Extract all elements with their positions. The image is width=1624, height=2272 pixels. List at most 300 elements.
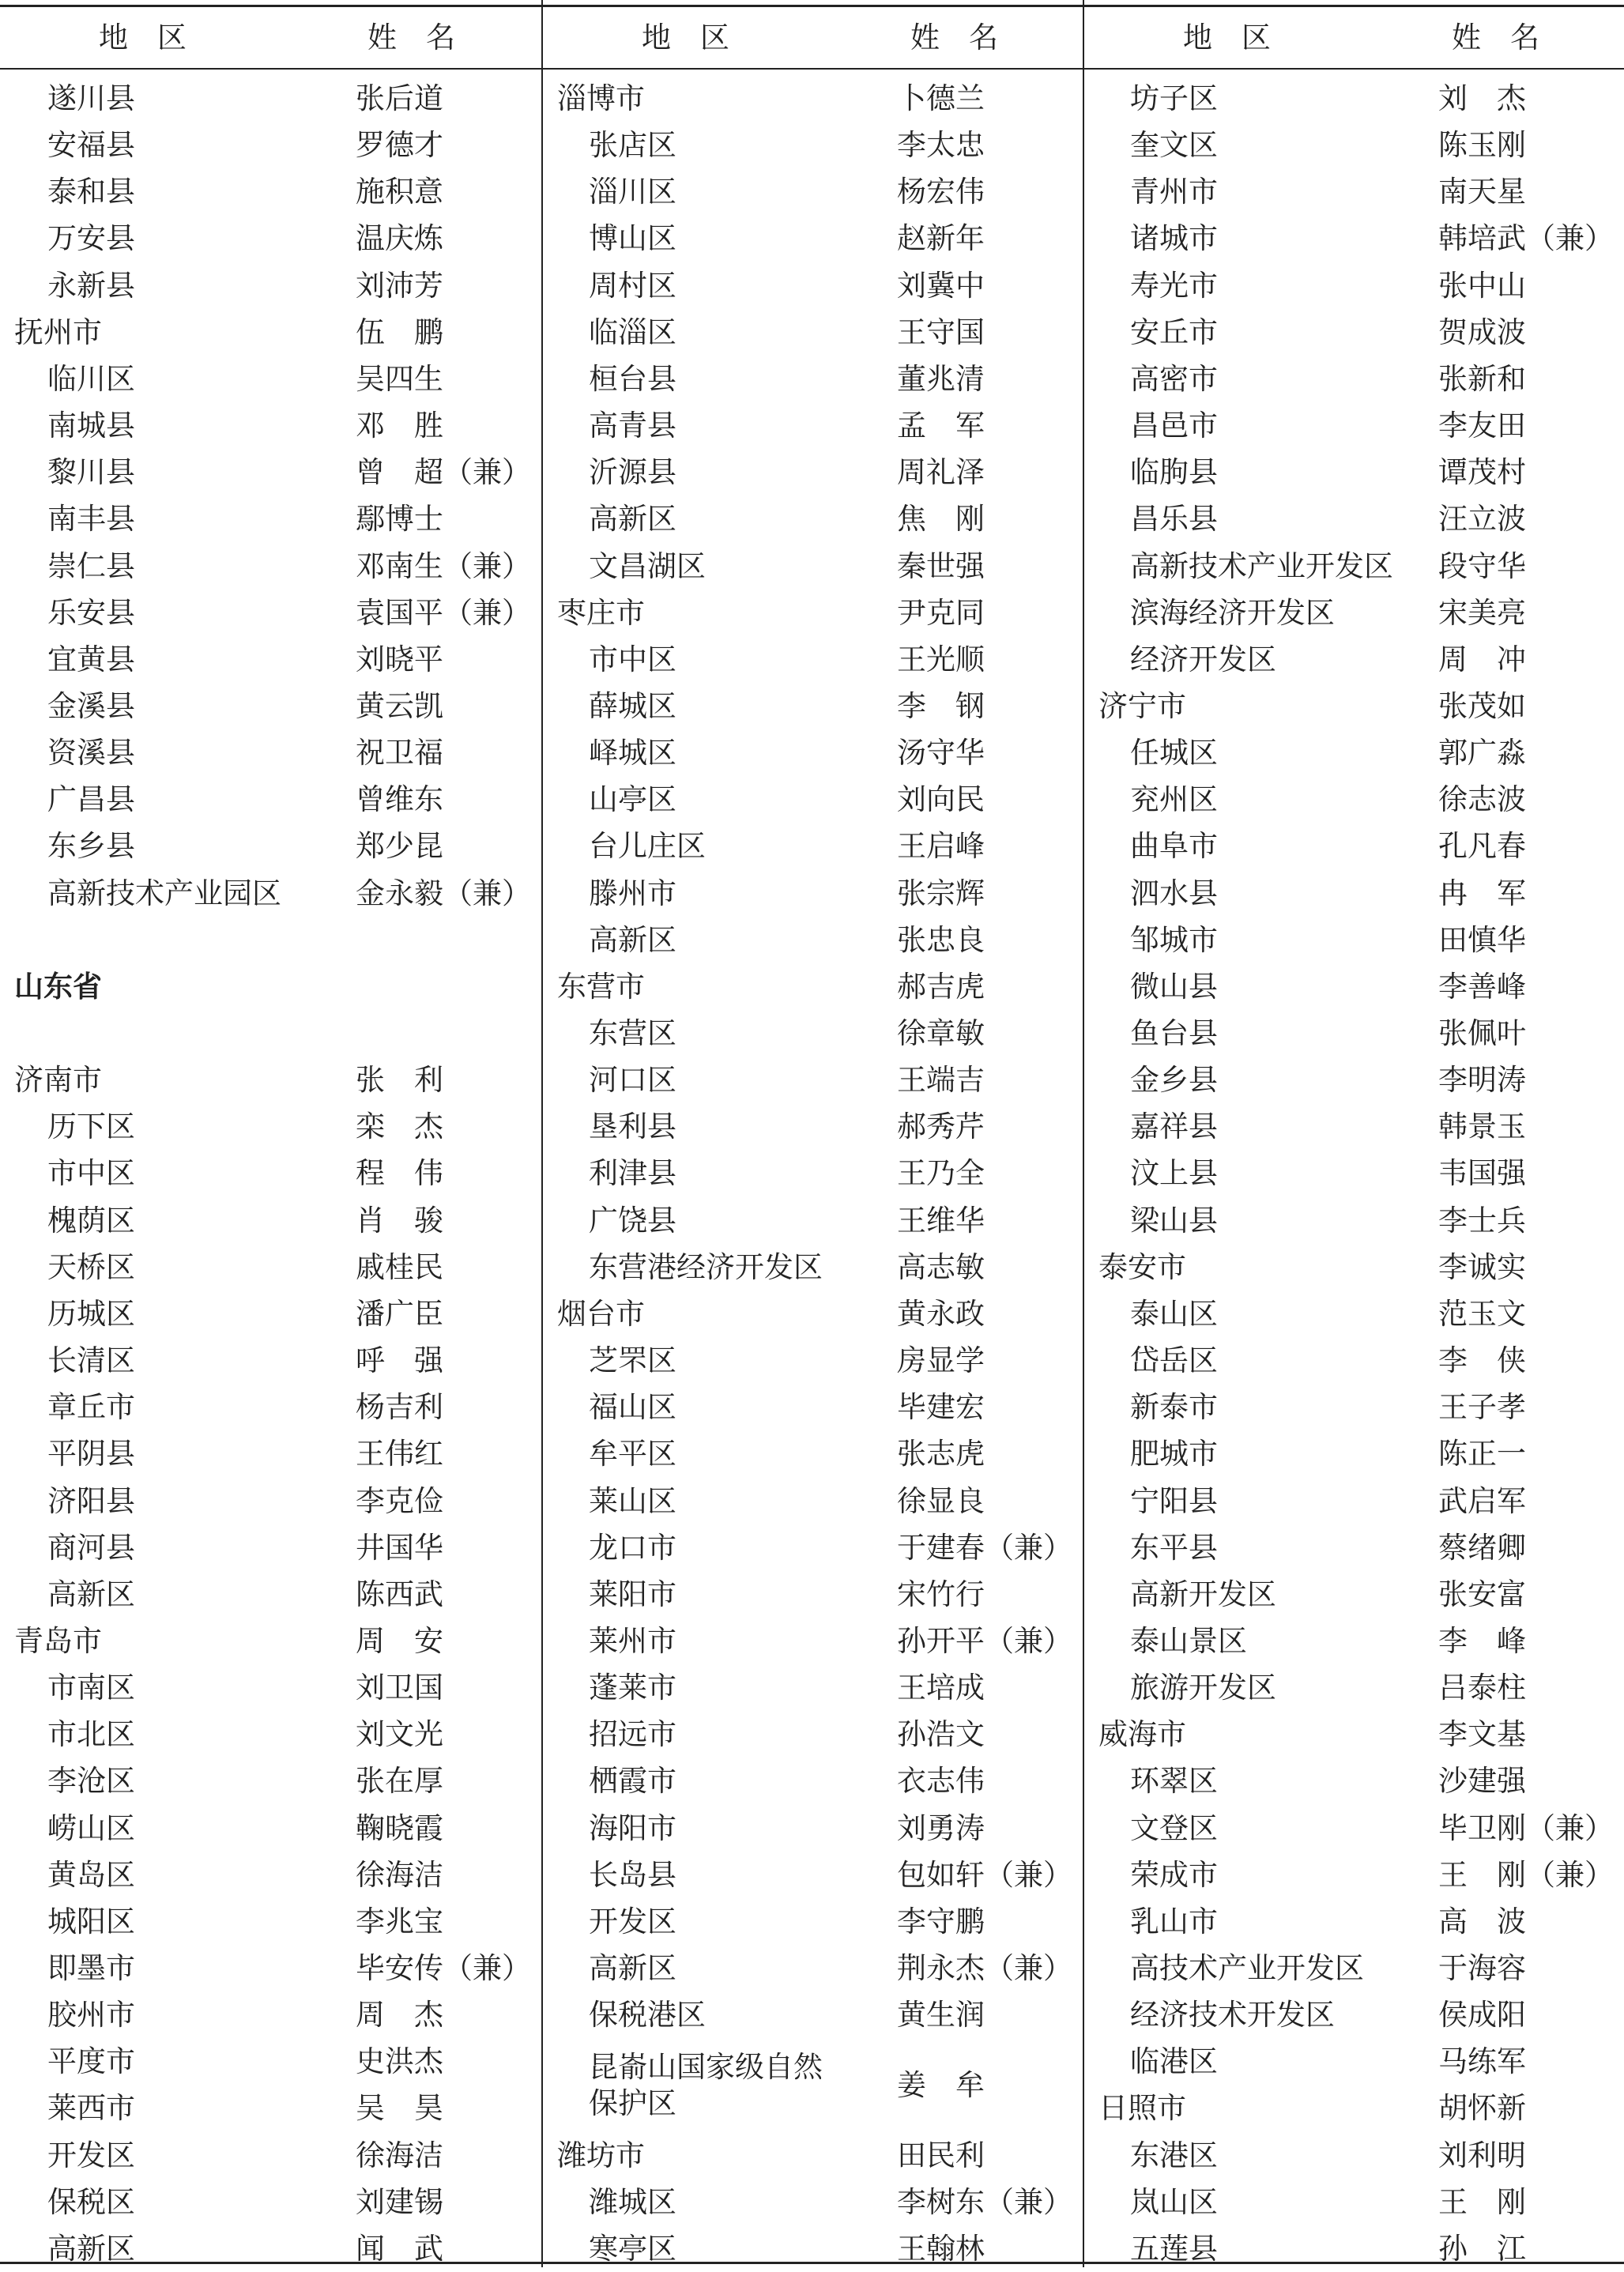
name-cell: 蔡绪卿 [1438, 1530, 1526, 1565]
header-region-label: 地 区 [1183, 21, 1271, 55]
name-cell: 张安富 [1438, 1577, 1526, 1611]
region-cell: 开发区 [589, 1904, 676, 1939]
name-cell: 邓南生（兼） [356, 548, 531, 583]
name-cell: 刘向民 [897, 782, 985, 817]
table-row [1084, 1524, 1624, 1571]
table-row [543, 1664, 1083, 1711]
table-row [1084, 543, 1624, 590]
roster-column [543, 0, 1083, 2267]
table-row [0, 1571, 540, 1618]
table-row [1084, 1478, 1624, 1524]
table-row [0, 1805, 540, 1852]
region-cell: 张店区 [589, 128, 676, 163]
region-cell: 黄岛区 [47, 1857, 135, 1892]
table-row [1084, 963, 1624, 1010]
name-cell: 金永毅（兼） [356, 876, 531, 910]
table-row [1084, 262, 1624, 309]
name-cell: 戚桂民 [356, 1249, 443, 1284]
table-row [0, 2225, 540, 2272]
region-cell: 峄城区 [589, 736, 676, 771]
name-cell: 郭广淼 [1438, 736, 1526, 771]
region-cell: 开发区 [47, 2138, 135, 2172]
table-row [543, 917, 1083, 963]
name-cell: 汤守华 [897, 736, 985, 771]
region-cell: 坊子区 [1130, 81, 1218, 115]
table-row [1084, 1057, 1624, 1103]
table-row [543, 1057, 1083, 1103]
name-cell: 呼 强 [356, 1343, 443, 1378]
name-cell: 南天星 [1438, 175, 1526, 209]
region-cell: 乐安县 [47, 595, 135, 630]
region-cell: 潍坊市 [557, 2138, 645, 2172]
table-row [1084, 1805, 1624, 1852]
table-row [543, 1991, 1083, 2038]
region-cell: 保税港区 [589, 1998, 706, 2033]
table-row [1084, 2132, 1624, 2179]
table-row [543, 215, 1083, 262]
table-row [1084, 122, 1624, 168]
header-region-label: 地 区 [99, 21, 187, 55]
name-cell: 田慎华 [1438, 922, 1526, 957]
table-row [543, 309, 1083, 356]
name-cell: 刘沛芳 [356, 268, 443, 303]
region-cell: 沂源县 [589, 455, 676, 490]
region-cell: 诸城市 [1130, 221, 1218, 256]
region-cell: 淄博市 [557, 81, 645, 115]
name-cell: 井国华 [356, 1530, 443, 1565]
region-cell: 临淄区 [589, 315, 676, 349]
name-cell: 李太忠 [897, 128, 985, 163]
table-row [0, 1898, 540, 1945]
region-cell: 乳山市 [1130, 1904, 1218, 1939]
name-cell: 徐海洁 [356, 2138, 443, 2172]
table-row [1084, 495, 1624, 542]
table-row [543, 1384, 1083, 1430]
table-row [1084, 1384, 1624, 1430]
name-cell: 冉 军 [1438, 876, 1526, 910]
name-cell: 周 安 [356, 1623, 443, 1658]
name-cell: 毕卫刚（兼） [1438, 1810, 1614, 1845]
table-row [0, 75, 540, 122]
name-cell: 马练军 [1438, 2044, 1526, 2079]
name-cell: 吴四生 [356, 361, 443, 396]
name-cell: 韩景玉 [1438, 1110, 1526, 1144]
region-cell: 昌乐县 [1130, 502, 1218, 537]
name-cell: 施积意 [356, 175, 443, 209]
table-row [0, 729, 540, 776]
name-cell: 张 利 [356, 1063, 443, 1098]
name-cell: 孙开平（兼） [897, 1623, 1072, 1658]
region-cell: 东港区 [1130, 2138, 1218, 2172]
region-cell: 青州市 [1130, 175, 1218, 209]
region-cell: 临川区 [47, 361, 135, 396]
name-cell: 毕安传（兼） [356, 1951, 531, 1985]
name-cell: 李士兵 [1438, 1203, 1526, 1238]
table-row [1084, 1197, 1624, 1244]
table-row [0, 402, 540, 449]
region-cell: 芝罘区 [589, 1343, 676, 1378]
name-cell: 吴 昊 [356, 2091, 443, 2126]
name-cell: 高志敏 [897, 1249, 985, 1284]
table-row [1084, 917, 1624, 963]
name-cell: 张在厚 [356, 1764, 443, 1799]
table-row [1084, 590, 1624, 636]
name-cell: 李文基 [1438, 1717, 1526, 1752]
name-cell: 闻 武 [356, 2231, 443, 2266]
table-row [1084, 1103, 1624, 1150]
table-row [1084, 729, 1624, 776]
name-cell: 鞠晓霞 [356, 1810, 443, 1845]
region-cell: 周村区 [589, 268, 676, 303]
name-cell: 程 伟 [356, 1156, 443, 1191]
table-row [1084, 75, 1624, 122]
region-cell: 环翠区 [1130, 1764, 1218, 1799]
region-cell: 李沧区 [47, 1764, 135, 1799]
table-row [1084, 1852, 1624, 1898]
name-cell: 董兆清 [897, 361, 985, 396]
name-cell: 荆永杰（兼） [897, 1951, 1072, 1985]
region-cell: 东平县 [1130, 1530, 1218, 1565]
table-row [0, 1244, 540, 1290]
region-cell: 梁山县 [1130, 1203, 1218, 1238]
table-row [1084, 449, 1624, 495]
table-row [543, 963, 1083, 1010]
name-cell: 周 杰 [356, 1998, 443, 2033]
region-cell: 垦利县 [589, 1110, 676, 1144]
name-cell: 于海容 [1438, 1951, 1526, 1985]
name-cell: 刘冀中 [897, 268, 985, 303]
region-cell: 市南区 [47, 1671, 135, 1705]
table-row [0, 1150, 540, 1196]
table-row [0, 1758, 540, 1804]
name-cell: 孙 江 [1438, 2231, 1526, 2266]
table-row [1084, 309, 1624, 356]
table-row [1084, 1758, 1624, 1804]
table-row [1084, 2085, 1624, 2131]
table-row [543, 1478, 1083, 1524]
table-row [0, 1478, 540, 1524]
table-row [1084, 2225, 1624, 2272]
header-name-label: 姓 名 [367, 21, 455, 55]
table-row [0, 963, 540, 1010]
name-cell: 王守国 [897, 315, 985, 349]
region-cell: 天桥区 [47, 1249, 135, 1284]
region-cell: 永新县 [47, 268, 135, 303]
table-row [1084, 215, 1624, 262]
region-cell: 枣庄市 [557, 595, 645, 630]
region-cell: 桓台县 [589, 361, 676, 396]
name-cell: 李克俭 [356, 1483, 443, 1518]
table-row [543, 356, 1083, 402]
table-row [1084, 1430, 1624, 1477]
region-cell: 薛城区 [589, 688, 676, 723]
table-row [0, 1618, 540, 1664]
region-cell: 高新区 [589, 922, 676, 957]
region-cell: 市中区 [589, 642, 676, 676]
region-cell: 东营港经济开发区 [589, 1249, 823, 1284]
table-row [543, 1852, 1083, 1898]
region-cell: 平阴县 [47, 1437, 135, 1471]
table-row [543, 2038, 1083, 2131]
header-region-label: 地 区 [642, 21, 729, 55]
table-row [0, 215, 540, 262]
name-cell: 李守鹏 [897, 1904, 985, 1939]
table-row [543, 2132, 1083, 2179]
table-row [0, 1945, 540, 1991]
name-cell: 张宗辉 [897, 876, 985, 910]
region-cell: 高新技术产业开发区 [1130, 548, 1393, 583]
region-cell: 寿光市 [1130, 268, 1218, 303]
name-cell: 李友田 [1438, 409, 1526, 443]
region-cell: 文登区 [1130, 1810, 1218, 1845]
name-cell: 邓 胜 [356, 409, 443, 443]
table-row [0, 262, 540, 309]
name-cell: 肖 骏 [356, 1203, 443, 1238]
name-cell: 胡怀新 [1438, 2091, 1526, 2126]
name-cell: 王端吉 [897, 1063, 985, 1098]
header-name-label: 姓 名 [910, 21, 998, 55]
table-row [0, 1524, 540, 1571]
table-row [543, 1150, 1083, 1196]
table-row [543, 122, 1083, 168]
table-row [1084, 1991, 1624, 2038]
table-row [0, 636, 540, 683]
region-cell: 安丘市 [1130, 315, 1218, 349]
name-cell: 李 峰 [1438, 1623, 1526, 1658]
name-cell: 刘利明 [1438, 2138, 1526, 2172]
region-cell: 荣成市 [1130, 1857, 1218, 1892]
region-cell: 泰安市 [1098, 1249, 1186, 1284]
region-cell: 潍城区 [589, 2184, 676, 2219]
name-cell: 孟 军 [897, 409, 985, 443]
table-row [0, 590, 540, 636]
name-cell: 张新和 [1438, 361, 1526, 396]
name-cell: 王 刚（兼） [1438, 1857, 1614, 1892]
region-cell: 市北区 [47, 1717, 135, 1752]
region-cell: 五莲县 [1130, 2231, 1218, 2266]
name-cell: 王伟红 [356, 1437, 443, 1471]
region-cell: 槐荫区 [47, 1203, 135, 1238]
roster-column [1084, 0, 1624, 2267]
table-row [0, 543, 540, 590]
region-cell: 山东省 [14, 968, 102, 1004]
region-cell: 昌邑市 [1130, 409, 1218, 443]
table-row [1084, 1150, 1624, 1196]
region-cell: 肥城市 [1130, 1437, 1218, 1471]
name-cell: 徐章敏 [897, 1016, 985, 1050]
region-cell: 高新区 [589, 502, 676, 537]
region-cell: 高新技术产业园区 [47, 876, 281, 910]
name-cell: 曾 超（兼） [356, 455, 531, 490]
name-cell: 郝秀芹 [897, 1110, 985, 1144]
table-row [0, 1991, 540, 2038]
region-cell: 岱岳区 [1130, 1343, 1218, 1378]
name-cell: 徐志波 [1438, 782, 1526, 817]
name-cell: 吕泰柱 [1438, 1671, 1526, 1705]
table-row [1084, 1244, 1624, 1290]
name-cell: 周 冲 [1438, 642, 1526, 676]
region-cell: 招远市 [589, 1717, 676, 1752]
table-row [0, 1430, 540, 1477]
table-row [0, 2085, 540, 2131]
table-row [1084, 1945, 1624, 1991]
name-cell: 刘晓平 [356, 642, 443, 676]
region-cell: 万安县 [47, 221, 135, 256]
region-cell: 保税区 [47, 2184, 135, 2219]
region-cell: 济宁市 [1098, 688, 1186, 723]
table-row [1084, 870, 1624, 917]
table-row [0, 1197, 540, 1244]
region-cell: 岚山区 [1130, 2184, 1218, 2219]
table-row [1084, 1010, 1624, 1057]
table-row [0, 683, 540, 729]
table-row [543, 1758, 1083, 1804]
table-row [0, 168, 540, 215]
region-cell: 泗水县 [1130, 876, 1218, 910]
name-cell: 卜德兰 [897, 81, 985, 115]
region-cell: 东营区 [589, 1016, 676, 1050]
region-cell: 福山区 [589, 1390, 676, 1425]
region-cell: 烟台市 [557, 1296, 645, 1331]
name-cell: 杨吉利 [356, 1390, 443, 1425]
table-row [0, 1290, 540, 1337]
region-cell: 广昌县 [47, 782, 135, 817]
name-cell: 徐海洁 [356, 1857, 443, 1892]
name-cell: 王启峰 [897, 829, 985, 864]
table-row [1084, 1290, 1624, 1337]
name-cell: 温庆炼 [356, 221, 443, 256]
region-cell: 广饶县 [589, 1203, 676, 1238]
name-cell: 李明涛 [1438, 1063, 1526, 1098]
table-row [0, 2038, 540, 2085]
table-row [543, 262, 1083, 309]
name-cell: 姜 牟 [897, 2067, 985, 2102]
region-cell: 新泰市 [1130, 1390, 1218, 1425]
table-row [0, 122, 540, 168]
region-cell: 遂川县 [47, 81, 135, 115]
region-cell: 山亭区 [589, 782, 676, 817]
table-row [1084, 1618, 1624, 1664]
name-cell: 史洪杰 [356, 2044, 443, 2079]
table-row [0, 495, 540, 542]
region-cell: 金乡县 [1130, 1063, 1218, 1098]
name-cell: 刘建锡 [356, 2184, 443, 2219]
table-row [543, 683, 1083, 729]
name-cell: 李诚实 [1438, 1249, 1526, 1284]
region-cell: 高技术产业开发区 [1130, 1951, 1364, 1985]
table-row [543, 543, 1083, 590]
name-cell: 郑少昆 [356, 829, 443, 864]
region-cell: 高密市 [1130, 361, 1218, 396]
name-cell: 陈西武 [356, 1577, 443, 1611]
name-cell: 曾维东 [356, 782, 443, 817]
table-row [543, 729, 1083, 776]
name-cell: 武启军 [1438, 1483, 1526, 1518]
name-cell: 黄云凯 [356, 688, 443, 723]
region-cell: 牟平区 [589, 1437, 676, 1471]
name-cell: 鄢博士 [356, 502, 443, 537]
region-cell: 南丰县 [47, 502, 135, 537]
region-cell: 龙口市 [589, 1530, 676, 1565]
table-row [543, 776, 1083, 823]
region-cell: 曲阜市 [1130, 829, 1218, 864]
table-row [0, 917, 540, 963]
table-row [543, 1618, 1083, 1664]
name-cell: 张后道 [356, 81, 443, 115]
table-row [543, 1524, 1083, 1571]
region-cell: 市中区 [47, 1156, 135, 1191]
region-cell: 经济开发区 [1130, 642, 1276, 676]
name-cell: 李 侠 [1438, 1343, 1526, 1378]
name-cell: 焦 刚 [897, 502, 985, 537]
region-cell: 崂山区 [47, 1810, 135, 1845]
header-name-label: 姓 名 [1452, 21, 1539, 55]
name-cell: 罗德才 [356, 128, 443, 163]
region-cell: 滨海经济开发区 [1130, 595, 1335, 630]
name-cell: 张忠良 [897, 922, 985, 957]
region-cell: 旅游开发区 [1130, 1671, 1276, 1705]
region-cell: 章丘市 [47, 1390, 135, 1425]
table-row [1084, 1664, 1624, 1711]
table-row [543, 823, 1083, 869]
region-cell: 鱼台县 [1130, 1016, 1218, 1050]
region-cell: 泰山景区 [1130, 1623, 1247, 1658]
name-cell: 房显学 [897, 1343, 985, 1378]
name-cell: 包如轩（兼） [897, 1857, 1072, 1892]
name-cell: 孔凡春 [1438, 829, 1526, 864]
region-cell: 利津县 [589, 1156, 676, 1191]
name-cell: 王乃全 [897, 1156, 985, 1191]
region-cell: 临朐县 [1130, 455, 1218, 490]
region-cell: 泰和县 [47, 175, 135, 209]
table-row [1084, 1337, 1624, 1384]
table-row [0, 776, 540, 823]
table-row [543, 1711, 1083, 1758]
table-row [1084, 402, 1624, 449]
table-row [543, 1898, 1083, 1945]
table-row [543, 1103, 1083, 1150]
name-cell: 徐显良 [897, 1483, 985, 1518]
region-cell: 嘉祥县 [1130, 1110, 1218, 1144]
name-cell: 王 刚 [1438, 2184, 1526, 2219]
table-row [0, 356, 540, 402]
table-row [1084, 168, 1624, 215]
table-row [1084, 2038, 1624, 2085]
name-cell: 田民利 [897, 2138, 985, 2172]
name-cell: 孙浩文 [897, 1717, 985, 1752]
name-cell: 黄生润 [897, 1998, 985, 2033]
region-cell: 平度市 [47, 2044, 135, 2079]
name-cell: 黄永政 [897, 1296, 985, 1331]
name-cell: 栾 杰 [356, 1110, 443, 1144]
table-row [543, 870, 1083, 917]
region-cell: 济南市 [14, 1063, 102, 1098]
region-cell: 宁阳县 [1130, 1483, 1218, 1518]
table-row [543, 1945, 1083, 1991]
table-row [1084, 1571, 1624, 1618]
region-cell: 寒亭区 [589, 2231, 676, 2266]
region-cell: 长岛县 [589, 1857, 676, 1892]
name-cell: 李树东（兼） [897, 2184, 1072, 2219]
name-cell: 毕建宏 [897, 1390, 985, 1425]
region-cell: 淄川区 [589, 175, 676, 209]
table-row [0, 2132, 540, 2179]
region-cell: 高青县 [589, 409, 676, 443]
name-cell: 韦国强 [1438, 1156, 1526, 1191]
name-cell: 王培成 [897, 1671, 985, 1705]
table-row [1084, 823, 1624, 869]
region-cell: 文昌湖区 [589, 548, 706, 583]
